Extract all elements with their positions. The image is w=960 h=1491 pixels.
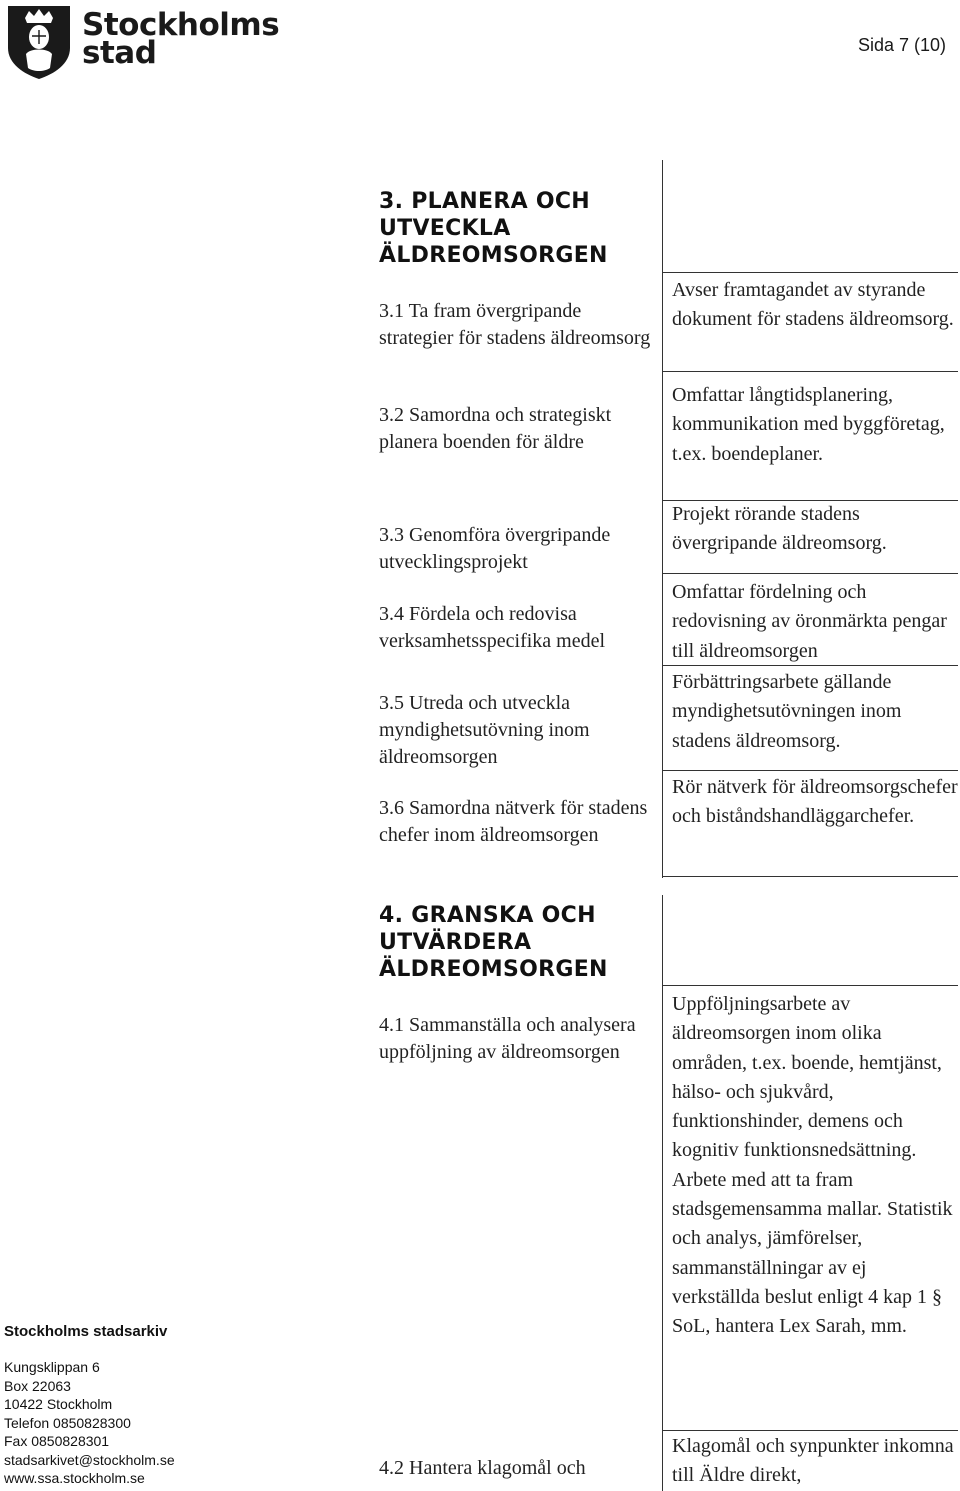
section-3-heading [379, 188, 629, 269]
row-3-6-label: 3.6 Samordna nätverk för stadens chefer inom äldreomsorgen [379, 797, 648, 846]
row-3-4-description: Omfattar fördelning och redovisning av öronmärkta pengar till äldreomsorgen [672, 581, 947, 662]
row-3-2-label: 3.2 Samordna och strategiskt planera boenden för äldre [379, 404, 612, 453]
footer-title: Stockholms stadsarkiv [4, 1323, 168, 1340]
row-4-1-description: Uppföljningsarbete av äldreomsorgen inom olika områden, t.ex. boende, hemtjänst, hälso- och sjukvård, funktionshinder, demens och kognitiv funktionsnedsättning. Arbete med att ta fram stadsgemensamma mallar. Statistik och analys, jämförelser, sammanställningar av ej verkställda beslut enligt 4 kap 1 § SoL, hantera Lex Sarah, mm. [672, 993, 953, 1338]
row-3-4-label: 3.4 Fördela och redovisa verksamhetsspecifika medel [379, 603, 606, 652]
footer-email-link[interactable]: stadsarkivet@stockholm.se [4, 1452, 175, 1468]
row-3-5-label: 3.5 Utreda och utveckla myndighetsutövning inom äldreomsorgen [379, 692, 590, 768]
row-3-5-description: Förbättringsarbete gällande myndighetsutövningen inom stadens äldreomsorg. [672, 671, 902, 752]
footer-website-link[interactable]: www.ssa.stockholm.se [4, 1470, 145, 1486]
section-4-heading-text: 4. GRANSKA OCH UTVÄRDERA ÄLDREOMSORGEN [379, 903, 608, 982]
row-divider [662, 272, 958, 273]
logo-text-line1: Stockholms [82, 7, 280, 43]
row-4-1-label: 4.1 Sammanställa och analysera uppföljning av äldreomsorgen [379, 1014, 636, 1063]
row-3-3-description: Projekt rörande stadens övergripande äldreomsorg. [672, 503, 887, 555]
row-3-3-label: 3.3 Genomföra övergripande utvecklingsprojekt [379, 524, 611, 573]
page-number: Sida 7 (10) [857, 35, 946, 55]
footer-phone: Telefon 0850828300 [4, 1415, 131, 1431]
row-4-2-description: Klagomål och synpunkter inkomna till Äldre direkt, [672, 1435, 954, 1487]
logo-text-line2: stad [82, 35, 157, 71]
row-3-1-description: Avser framtagandet av styrande dokument för stadens äldreomsorg. [672, 279, 954, 331]
footer-fax[interactable]: Fax 0850828301 [4, 1433, 110, 1449]
row-divider [662, 1430, 958, 1431]
section-3-heading-text: 3. PLANERA OCH UTVECKLA ÄLDREOMSORGEN [379, 189, 608, 268]
footer-address-street: Kungsklippan 6 [4, 1359, 100, 1375]
footer-address-postal: 10422 Stockholm [4, 1396, 113, 1412]
row-divider [662, 985, 958, 986]
stockholms-stad-logo [6, 4, 280, 80]
row-3-1-label: 3.1 Ta fram övergripande strategier för stadens äldreomsorg [379, 300, 651, 349]
crest-icon [6, 4, 72, 80]
row-divider [662, 573, 958, 574]
row-divider [662, 770, 958, 771]
row-divider [662, 371, 958, 372]
row-divider [662, 665, 958, 666]
row-divider [662, 876, 958, 877]
row-3-2-description: Omfattar långtidsplanering, kommunikation med byggföretag, t.ex. boendeplaner. [672, 384, 945, 465]
section-4-heading [379, 902, 629, 983]
row-3-6-description: Rör nätverk för äldreomsorgschefer och biståndshandläggarchefer. [672, 776, 958, 828]
row-4-2-label: 4.2 Hantera klagomål och [379, 1457, 586, 1479]
footer-address-box: Box 22063 [4, 1378, 71, 1394]
